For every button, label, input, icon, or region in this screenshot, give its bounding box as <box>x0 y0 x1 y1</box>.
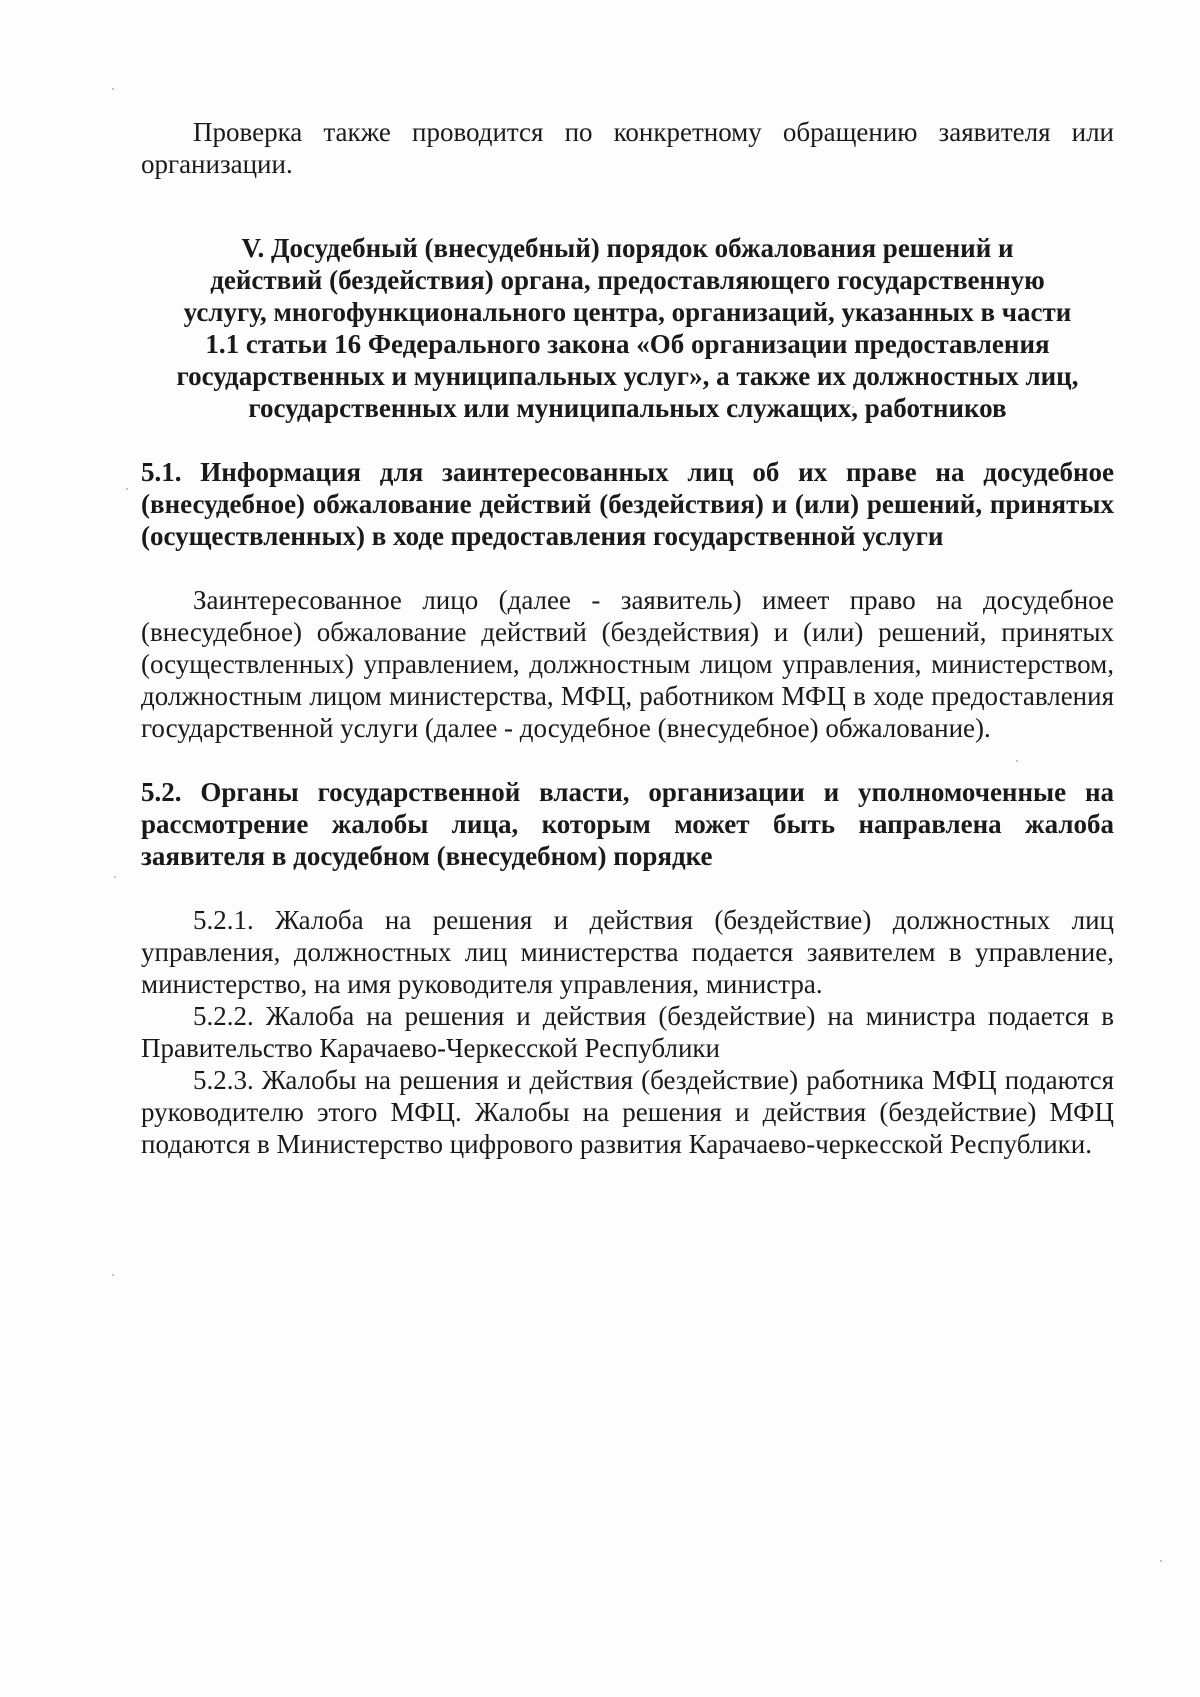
subsection-5-2-heading: 5.2. Органы государственной власти, организации и уполномоченные на рассмотрение жалобы лица, которым может быть направлена жалоба заявителя в досудебном (внесудебном) порядке <box>141 777 1114 871</box>
section-title-line: государственных и муниципальных услуг», а также их должностных лиц, <box>176 361 1079 391</box>
section-title-line: государственных или муниципальных служащих, работников <box>248 393 1007 423</box>
scan-speck <box>112 88 114 90</box>
scan-speck <box>112 1274 114 1276</box>
section-title-line: 1.1 статьи 16 Федерального закона «Об организации предоставления <box>205 329 1050 359</box>
paragraph-5-2-2: 5.2.2. Жалоба на решения и действия (бездействие) на министра подается в Правительство Карачаево-Черкесской Республики <box>141 1001 1114 1063</box>
paragraph-5-2-3: 5.2.3. Жалобы на решения и действия (бездействие) работника МФЦ подаются руководителю этого МФЦ. Жалобы на решения и действия (бездействие) МФЦ подаются в Министерство цифрового развития Карачаево-черкесской Республики. <box>141 1065 1114 1159</box>
paragraph-5-2-1: 5.2.1. Жалоба на решения и действия (бездействие) должностных лиц управления, должностных лиц министерства подается заявителем в управление, министерство, на имя руководителя управления, министра. <box>141 905 1114 999</box>
subsection-5-1-heading: 5.1. Информация для заинтересованных лиц об их праве на досудебное (внесудебное) обжалование действий (бездействия) и (или) решений, принятых (осуществленных) в ходе предоставления государственной услуги <box>141 457 1114 551</box>
subsection-5-1-paragraph: Заинтересованное лицо (далее - заявитель) имеет право на досудебное (внесудебное) обжалование действий (бездействия) и (или) решений, принятых (осуществленных) управлением, должностным лицом управления, министерством, должностным лицом министерства, МФЦ, работником МФЦ в ходе предоставления государственной услуги (далее - досудебное (внесудебное) обжалование). <box>141 585 1114 743</box>
scan-speck <box>114 876 116 878</box>
scan-speck <box>126 488 128 490</box>
section-title-line: услугу, многофункционального центра, организаций, указанных в части <box>183 297 1072 327</box>
document-body <box>141 116 1114 1160</box>
scan-speck <box>1160 1560 1162 1562</box>
intro-paragraph: Проверка также проводится по конкретному обращению заявителя или организации. <box>141 117 1114 179</box>
section-title <box>141 232 1114 424</box>
section-title-line: действий (бездействия) органа, предоставляющего государственную <box>210 265 1045 295</box>
section-title-line: V. Досудебный (внесудебный) порядок обжалования решений и <box>241 233 1014 263</box>
